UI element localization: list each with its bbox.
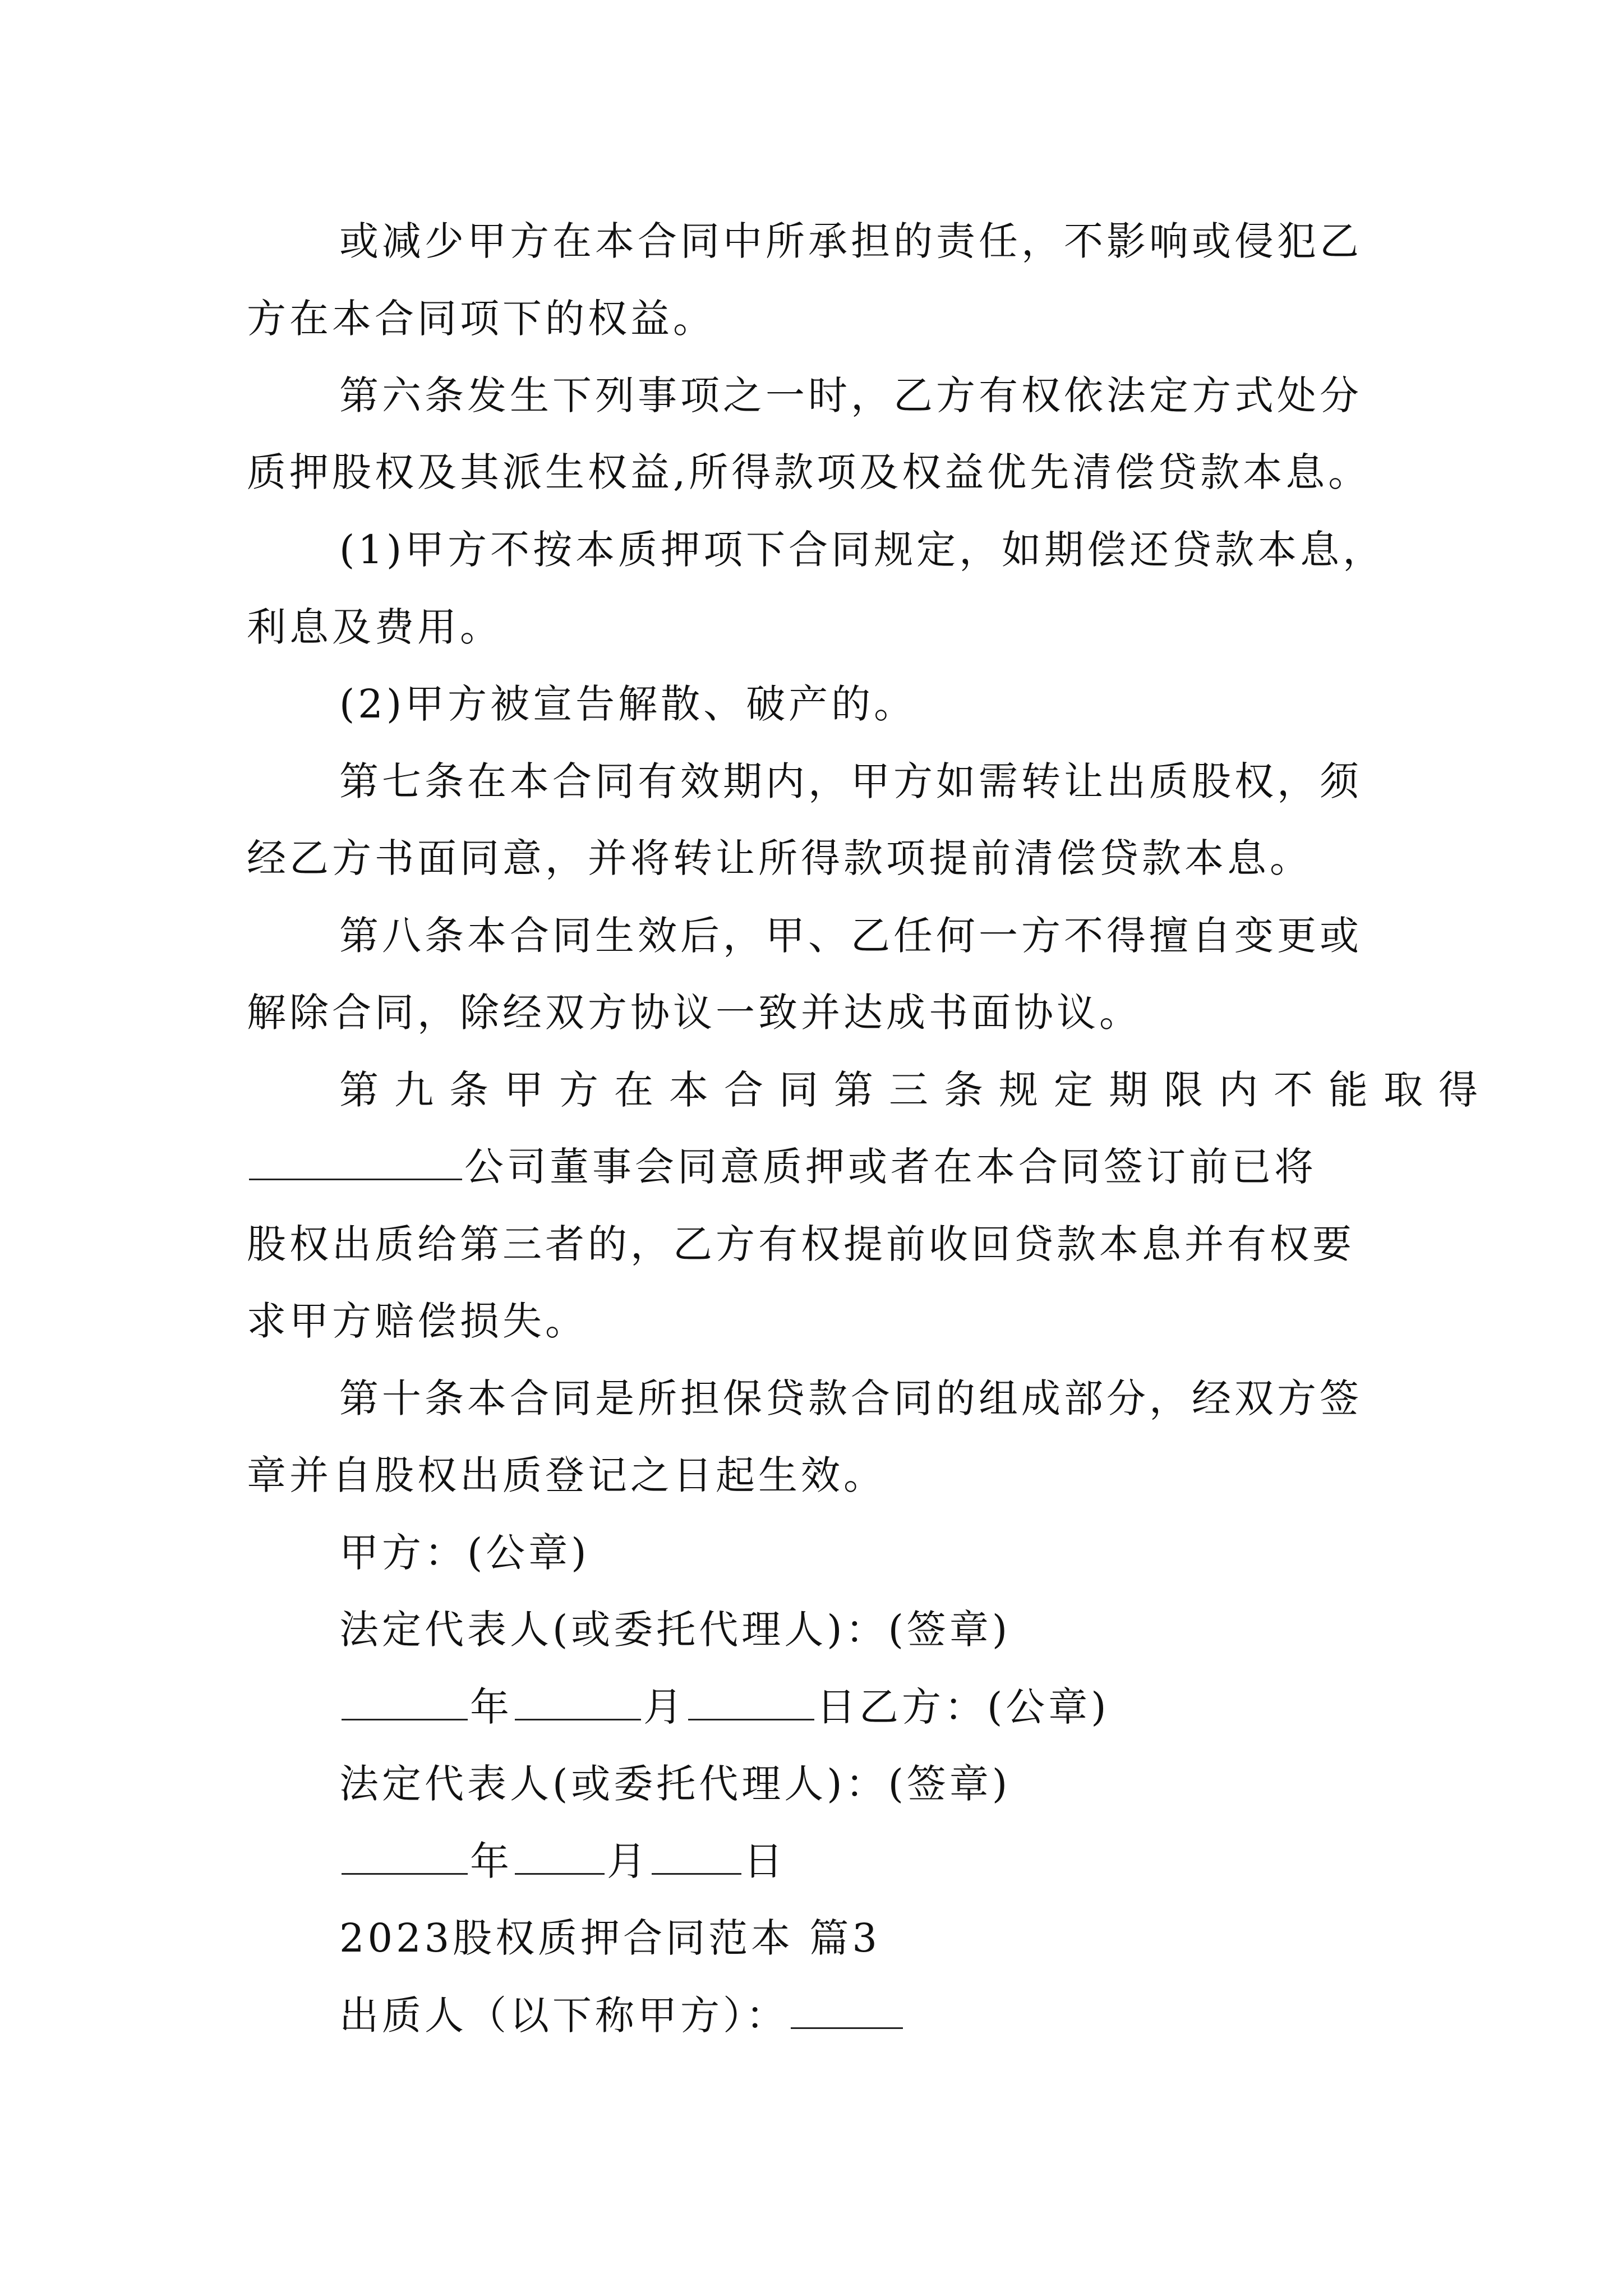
article-10-line: 第十条本合同是所担保贷款合同的组成部分，经双方签 — [339, 1375, 1362, 1421]
article-10-line: 章并自股权出质登记之日起生效。 — [247, 1452, 886, 1498]
article-9-line: 股权出质给第三者的，乙方有权提前收回贷款本息并有权要 — [247, 1221, 1355, 1267]
pledgor-name-blank — [791, 1995, 903, 2029]
article-9-text: 公司董事会同意质押或者在本合同签订前已将 — [464, 1144, 1317, 1190]
month-blank — [515, 1841, 605, 1875]
day-blank — [652, 1841, 741, 1875]
party-a-representative: 法定代表人(或委托代理人)：(签章) — [339, 1607, 1011, 1653]
pledgor-label: 出质人（以下称甲方）： — [339, 1993, 789, 2039]
company-name-blank — [249, 1146, 462, 1180]
article-9-line: 求甲方赔偿损失。 — [247, 1298, 588, 1344]
article-7-line: 第七条在本合同有效期内，甲方如需转让出质股权，须 — [339, 758, 1362, 804]
day-party-b-label: 日乙方：(公章) — [817, 1684, 1110, 1730]
section-heading: 2023股权质押合同范本 篇3 — [339, 1915, 880, 1961]
year-label: 年 — [470, 1838, 513, 1884]
date-line-1 — [339, 1679, 1110, 1735]
day-blank — [688, 1686, 814, 1720]
year-blank — [342, 1841, 468, 1875]
party-b-representative: 法定代表人(或委托代理人)：(签章) — [339, 1761, 1011, 1807]
article-6-line: 第六条发生下列事项之一时，乙方有权依法定方式处分 — [339, 372, 1362, 418]
month-label: 月 — [607, 1838, 649, 1884]
article-6-line: 质押股权及其派生权益,所得款项及权益优先清偿贷款本息。 — [247, 449, 1371, 495]
month-label: 月 — [643, 1684, 686, 1730]
day-label: 日 — [744, 1838, 786, 1884]
clause-1-line: 利息及费用。 — [247, 604, 502, 650]
article-8-line: 第八条本合同生效后，甲、乙任何一方不得擅自变更或 — [339, 913, 1362, 959]
month-blank — [515, 1686, 641, 1720]
clause-1-line: (1)甲方不按本质押项下合同规定，如期偿还贷款本息， — [339, 527, 1386, 573]
paragraph-line: 或减少甲方在本合同中所承担的责任，不影响或侵犯乙 — [339, 218, 1362, 264]
clause-2-line: (2)甲方被宣告解散、破产的。 — [339, 681, 917, 727]
party-a-seal: 甲方：(公章) — [339, 1530, 590, 1576]
article-8-line: 解除合同，除经双方协议一致并达成书面协议。 — [247, 990, 1142, 1036]
article-9-line: 第九条甲方在本合同第三条规定期限内不能取得 — [339, 1067, 1493, 1113]
article-9-line — [247, 1139, 1317, 1195]
pledgor-line — [339, 1987, 905, 2044]
year-label: 年 — [470, 1684, 513, 1730]
date-line-2 — [339, 1833, 786, 1889]
year-blank — [342, 1686, 468, 1720]
article-7-line: 经乙方书面同意，并将转让所得款项提前清偿贷款本息。 — [247, 835, 1312, 881]
paragraph-line: 方在本合同项下的权益。 — [247, 296, 716, 342]
